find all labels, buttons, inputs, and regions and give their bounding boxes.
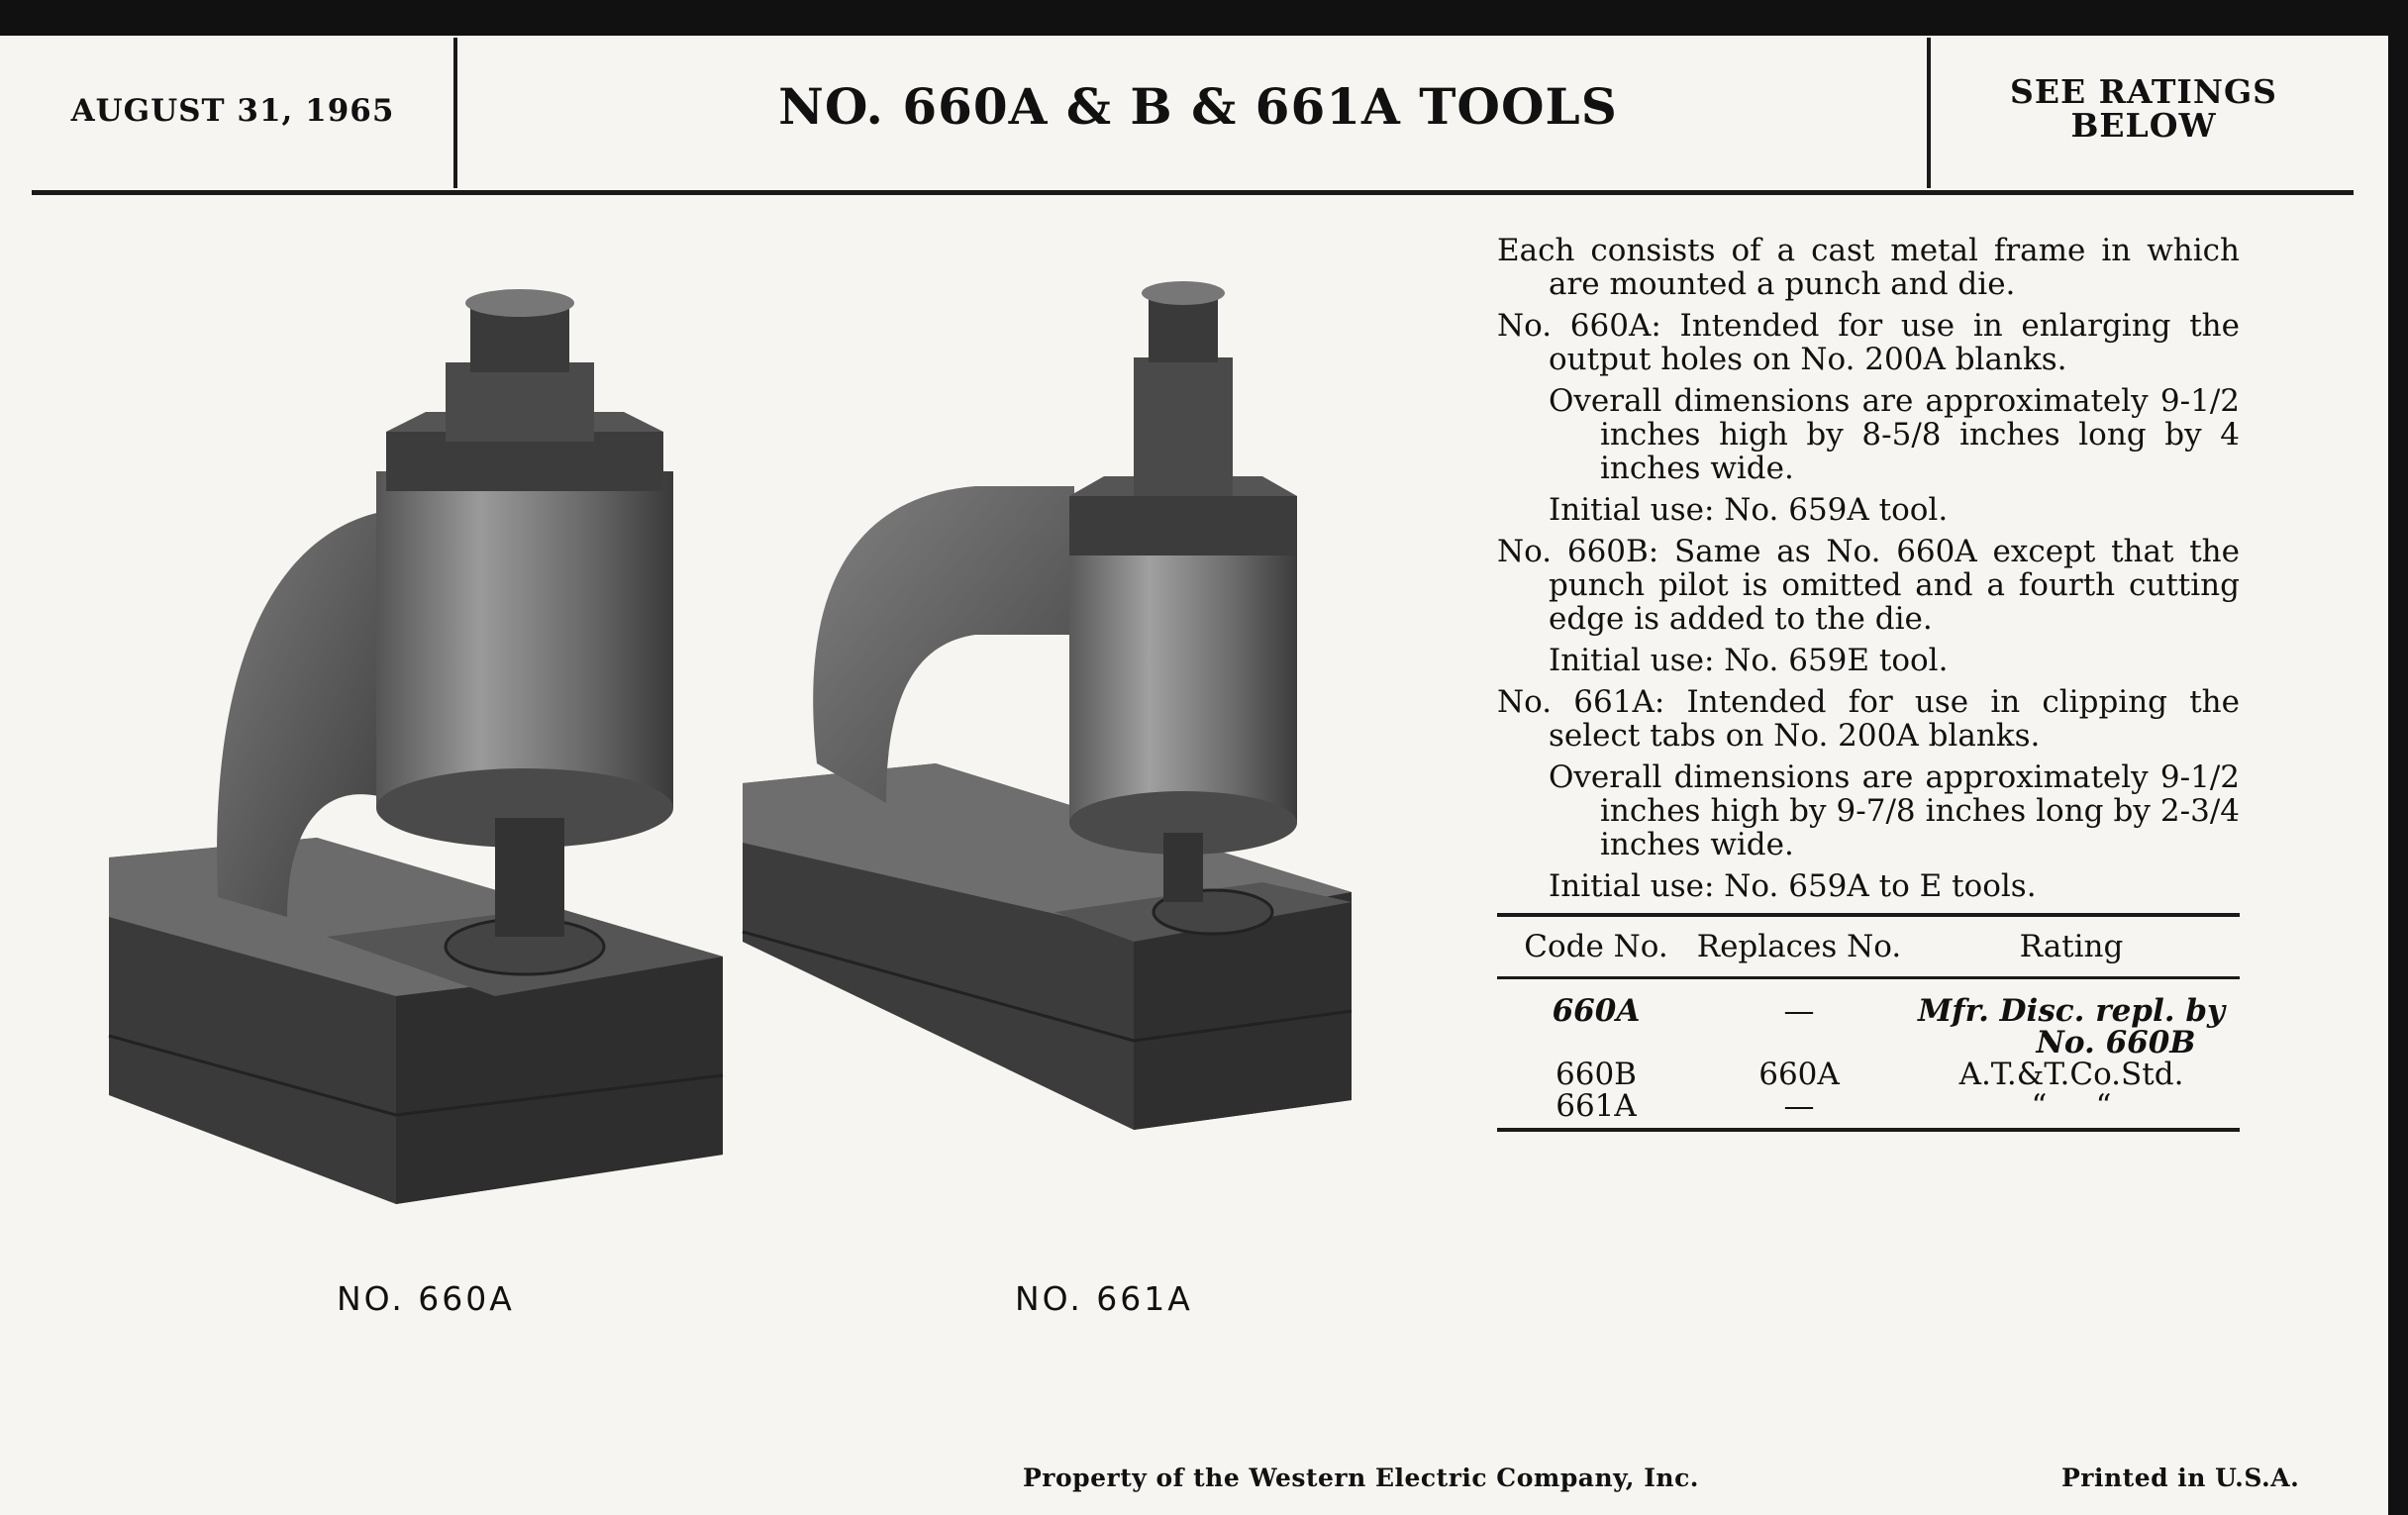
column-header: Rating [2019, 929, 2124, 964]
paragraph-660b: No. 660B: Same as No. 660A except that the punch pilot is omitted and a fourth cutting edge is added to the die. [1497, 534, 2240, 637]
tool-660a-photo [99, 283, 743, 1224]
document-page [0, 36, 2388, 1515]
tool-661a-photo [738, 249, 1371, 1160]
rating-cell [1903, 995, 2240, 1059]
rating-line: Mfr. Disc. repl. by [1917, 993, 2226, 1029]
figure-caption-660a: NO. 660A [337, 1279, 515, 1318]
paragraph-661a-dimensions: Overall dimensions are approximately 9-1/2 inches high by 9-7/8 inches long by 2-3/4 inches wide. [1549, 759, 2240, 862]
column-header: Code No. [1524, 929, 1668, 964]
table-row [1497, 1090, 2240, 1122]
scan-top-border [0, 0, 2408, 36]
paragraph-660a-initial-use: Initial use: No. 659A tool. [1549, 492, 1949, 528]
column-header: Replaces No. [1696, 929, 1902, 964]
page-title: NO. 660A & B & 661A TOOLS [778, 77, 1618, 136]
figure-caption-661a: NO. 661A [1015, 1279, 1193, 1318]
paragraph-660b-initial-use: Initial use: No. 659E tool. [1549, 643, 1949, 678]
ratings-line: BELOW [2070, 106, 2217, 145]
code-cell: 660B [1555, 1057, 1637, 1092]
table-row [1497, 1059, 2240, 1090]
table-header-row [1497, 917, 2240, 976]
scan-right-border [2388, 0, 2408, 1515]
ratings-table [1497, 913, 2240, 1132]
replaces-cell: 660A [1758, 1057, 1840, 1092]
rating-line: No. 660B [2036, 1025, 2196, 1060]
intro-paragraph: Each consists of a cast metal frame in which are mounted a punch and die. [1497, 233, 2240, 302]
table-row [1497, 995, 2240, 1059]
replaces-cell: — [1783, 1088, 1815, 1124]
footer-property: Property of the Western Electric Company, Inc. [1023, 1464, 1700, 1492]
ratings-note [1941, 72, 2347, 145]
table-rule [1497, 1128, 2240, 1132]
paragraph-661a: No. 661A: Intended for use in clipping the select tabs on No. 200A blanks. [1497, 684, 2240, 754]
issue-date: AUGUST 31, 1965 [70, 93, 395, 129]
table-body [1497, 979, 2240, 1128]
header-divider [453, 38, 457, 188]
code-cell: 660A [1552, 993, 1641, 1029]
paragraph-660a: No. 660A: Intended for use in enlarging the output holes on No. 200A blanks. [1497, 308, 2240, 377]
header-rule [32, 190, 2354, 195]
paragraph-660a-dimensions: Overall dimensions are approximately 9-1/2 inches high by 8-5/8 inches long by 4 inches wide. [1549, 383, 2240, 486]
ratings-line: SEE RATINGS [2009, 72, 2278, 111]
code-cell: 661A [1555, 1088, 1637, 1124]
rating-cell: “ “ [2031, 1088, 2112, 1124]
paragraph-661a-initial-use: Initial use: No. 659A to E tools. [1549, 868, 2037, 904]
replaces-cell: — [1783, 993, 1815, 1029]
rating-cell: A.T.&T.Co.Std. [1958, 1057, 2184, 1092]
footer-printed: Printed in U.S.A. [2061, 1464, 2300, 1492]
description [1497, 234, 2240, 911]
